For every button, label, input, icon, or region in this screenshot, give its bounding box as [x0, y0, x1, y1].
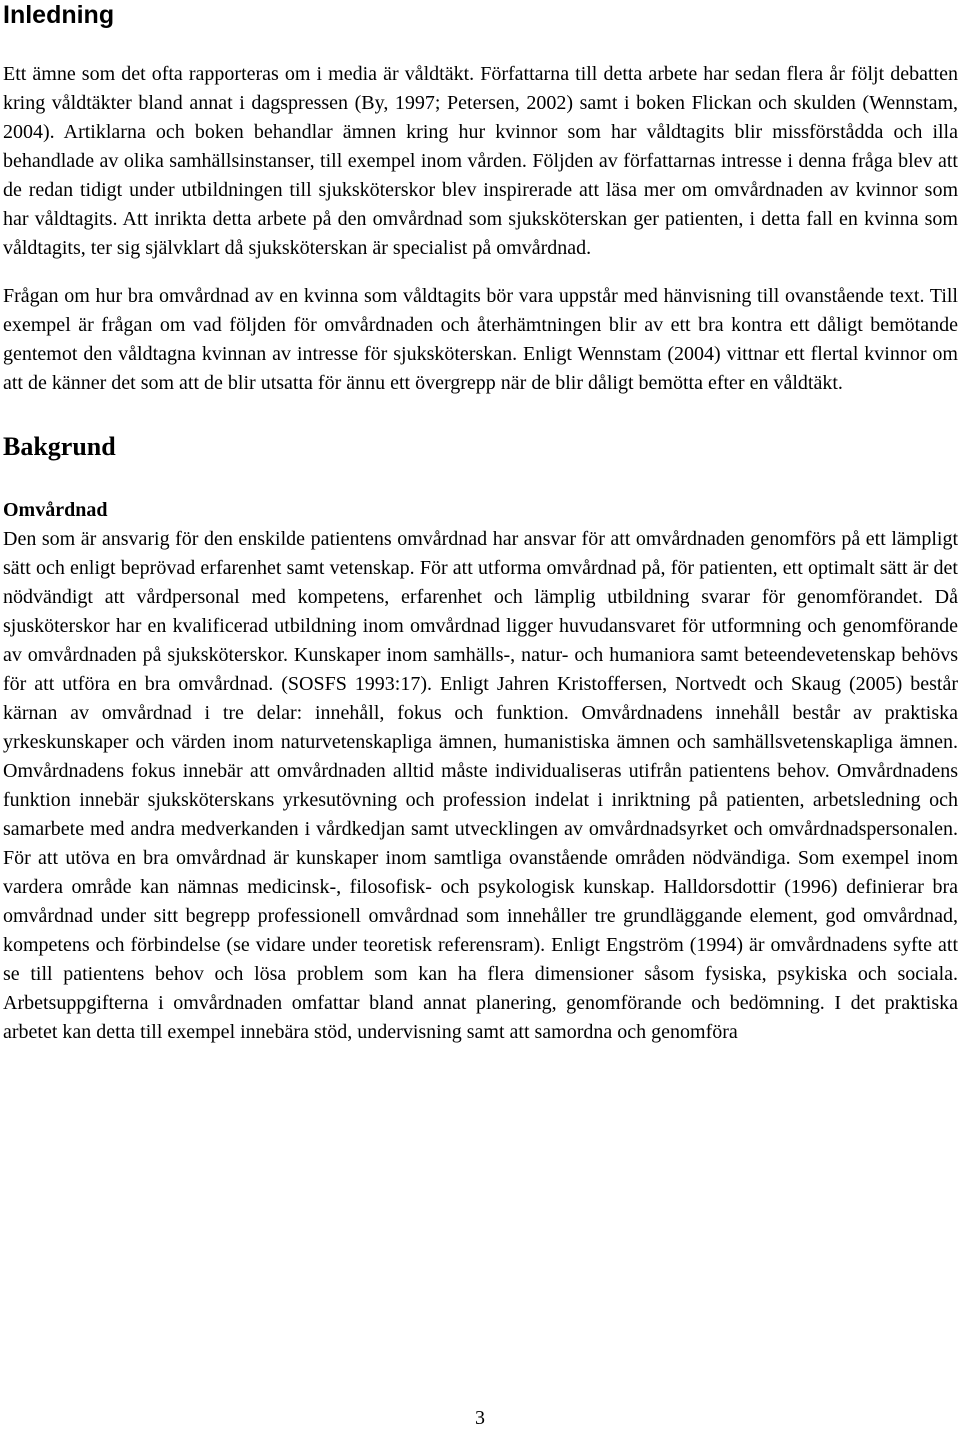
- intro-paragraph-2: Frågan om hur bra omvårdnad av en kvinna som våldtagits bör vara uppstår med hänvisning till ovanstående text. Till exempel är frågan om vad följden för omvårdnaden och återhämtningen blir av ett bra kontra ett dåligt bemötande gentemot den våldtagna kvinnan av intresse för sjuksköterskan. Enligt Wennstam (2004) vittnar ett flertal kvinnor om att de känner det som att de blir utsatta för ännu ett övergrepp när de blir dåligt bemötta efter en våldtäkt.: [3, 285, 958, 394]
- section-heading-bakgrund: Bakgrund: [3, 432, 116, 461]
- omvardnad-paragraph-1: Den som är ansvarig för den enskilde patientens omvårdnad har ansvar för att omvårdnaden genomförs på ett lämpligt sätt och enligt beprövad erfarenhet samt vetenskap. För att utforma omvårdnad på, för patienten, ett optimalt sätt är det nödvändigt att vårdpersonal med kompetens, erfarenhet och lämplig utbildning svarar för genomförandet. Då sjusköterskor har en kvalificerad utbildning inom omvårdnad ligger huvudansvaret för utformning och genomförande av omvårdnaden på sjuksköterskor. Kunskaper inom samhälls-, natur- och humaniora samt beteendevetenskap behövs för att utföra en bra omvårdnad. (SOSFS 1993:17). Enligt Jahren Kristoffersen, Nortvedt och Skaug (2005) består kärnan av omvårdnad i tre delar: innehåll, fokus och funktion. Omvårdnadens innehåll består av praktiska yrkeskunskaper och värden inom naturvetenskapliga ämnen, humanistiska ämnen och samhällsvetenskapliga ämnen. Omvårdnadens fokus innebär att omvårdnaden alltid måste individualiseras utifrån patientens behov. Omvårdnadens funktion innebär sjuksköterskans yrkesutövning och profession indelat i inriktning på patienten, arbetsledning och samarbete med andra medverkanden i vårdkedjan samt utvecklingen av omvårdnadsyrket och omvårdnadspersonalen. För att utöva en bra omvårdnad är kunskaper inom samtliga ovanstående områden nödvändiga. Som exempel inom vardera område kan nämnas medicinsk-, filosofisk- och psykologisk kunskap. Halldorsdottir (1996) definierar bra omvårdnad under sitt begrepp professionell omvårdnad som innehåller tre grundläggande element, god omvårdnad, kompetens och förbindelse (se vidare under teoretisk referensram). Enligt Engström (1994) är omvårdnadens syfte att se till patientens behov och lösa problem som kan ha flera dimensioner såsom fysiska, psykiska och sociala. Arbetsuppgifterna i omvårdnaden omfattar bland annat planering, genomförande och bedömning. I det praktiska arbetet kan detta till exempel innebära stöd, undervisning samt att samordna och genomföra: [3, 528, 958, 1043]
- intro-paragraph-1: Ett ämne som det ofta rapporteras om i media är våldtäkt. Författarna till detta arbete har sedan flera år följt debatten kring våldtäkter bland annat i dagspressen (By, 1997; Petersen, 2002) samt i boken Flickan och skulden (Wennstam, 2004). Artiklarna och boken behandlar ämnen kring hur kvinnor som har våldtagits blir missförstådda och illa behandlade av olika samhällsinstanser, till exempel inom vården. Följden av författarnas intresse i denna fråga blev att de redan tidigt under utbildningen till sjuksköterskor blev inspirerade att läsa mer om omvårdnaden av kvinnor som har våldtagits. Att inrikta detta arbete på den omvårdnad som sjuksköterskan ger patienten, i detta fall en kvinna som våldtagits, ter sig självklart då sjuksköterskan är specialist på omvårdnad.: [3, 63, 958, 259]
- document-page: [3, 0, 958, 1047]
- page-number: 3: [475, 1407, 485, 1429]
- subsection-heading-omvardnad: Omvårdnad: [3, 499, 108, 521]
- section-heading-inledning: Inledning: [3, 1, 115, 29]
